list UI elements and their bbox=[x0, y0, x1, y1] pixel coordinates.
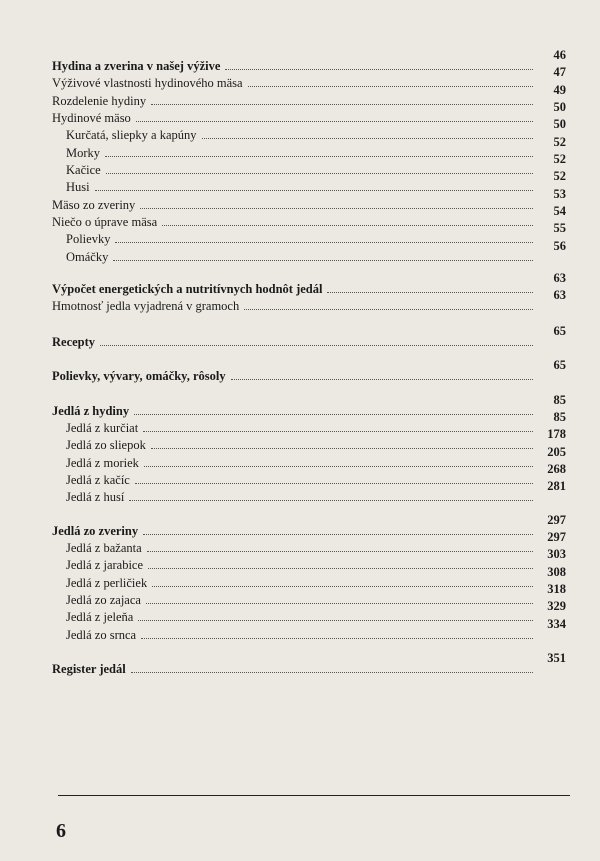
toc-entry-label: Jedlá zo sliepok bbox=[66, 438, 146, 452]
dot-leader bbox=[95, 189, 533, 191]
dot-leader bbox=[106, 172, 533, 174]
dot-leader bbox=[231, 378, 533, 380]
toc-entry-label: Hydinové mäso bbox=[52, 111, 131, 125]
toc-entry-page: 205 bbox=[547, 445, 566, 459]
toc-entry-label: Výpočet energetických a nutritívnych hodnôt jedál bbox=[52, 282, 323, 296]
toc-entry-page: 53 bbox=[553, 187, 566, 201]
dot-leader bbox=[327, 291, 533, 293]
toc-entry-label: Jedlá z moriek bbox=[66, 456, 139, 470]
dot-leader bbox=[115, 241, 533, 243]
toc-entry bbox=[52, 393, 566, 418]
dot-leader bbox=[113, 259, 533, 261]
toc-entry-label: Omáčky bbox=[66, 250, 109, 264]
toc-entry-label: Jedlá z kačíc bbox=[66, 473, 130, 487]
toc-entry-label: Jedlá zo srnca bbox=[66, 628, 137, 642]
toc-entry-label: Polievky, vývary, omáčky, rôsoly bbox=[52, 369, 226, 383]
toc-entry-page: 334 bbox=[547, 617, 566, 631]
toc-entry-page: 65 bbox=[553, 358, 566, 372]
toc-entry-page: 65 bbox=[553, 324, 566, 338]
toc-entry-page: 46 bbox=[553, 48, 566, 62]
toc-entry-page: 56 bbox=[553, 239, 566, 253]
dot-leader bbox=[143, 430, 533, 432]
toc-entry-label: Register jedál bbox=[52, 662, 126, 676]
dot-leader bbox=[146, 602, 533, 604]
toc-entry-page: 52 bbox=[553, 152, 566, 166]
toc-entry-page: 329 bbox=[547, 599, 566, 613]
dot-leader bbox=[134, 413, 533, 415]
dot-leader bbox=[151, 103, 533, 105]
dot-leader bbox=[129, 499, 533, 501]
toc-entry-label: Morky bbox=[66, 146, 101, 160]
toc-entry-label: Jedlá z perličiek bbox=[66, 576, 148, 590]
dot-leader bbox=[144, 465, 533, 467]
toc-entry-label: Jedlá z hydiny bbox=[52, 404, 130, 418]
toc-entry bbox=[52, 651, 566, 676]
toc-entry-page: 281 bbox=[547, 479, 566, 493]
toc-entry-page: 351 bbox=[547, 651, 566, 665]
toc-entry-page: 63 bbox=[553, 271, 566, 285]
toc-entry-page: 303 bbox=[547, 547, 566, 561]
toc-entry-page: 50 bbox=[553, 117, 566, 131]
toc-entry-label: Jedlá z jeleňa bbox=[66, 610, 134, 624]
toc-entry-page: 54 bbox=[553, 204, 566, 218]
toc-entry bbox=[52, 324, 566, 349]
dot-leader bbox=[131, 671, 533, 673]
toc-entry-label: Jedlá z jarabice bbox=[66, 558, 144, 572]
toc-entry-page: 268 bbox=[547, 462, 566, 476]
toc-entry-label: Kurčatá, sliepky a kapúny bbox=[66, 128, 197, 142]
toc-entry-label: Kačice bbox=[66, 163, 101, 177]
footer-rule bbox=[58, 795, 570, 796]
toc-entry-page: 318 bbox=[547, 582, 566, 596]
dot-leader bbox=[248, 85, 533, 87]
toc-entry-page: 47 bbox=[553, 65, 566, 79]
toc-entry-label: Hydina a zverina v našej výžive bbox=[52, 59, 221, 73]
dot-leader bbox=[147, 550, 533, 552]
dot-leader bbox=[225, 68, 533, 70]
toc-entry-page: 85 bbox=[553, 410, 566, 424]
dot-leader bbox=[148, 567, 533, 569]
toc-entry-label: Polievky bbox=[66, 232, 111, 246]
dot-leader bbox=[140, 207, 533, 209]
toc-entry-page: 63 bbox=[553, 288, 566, 302]
toc-entry-label: Výživové vlastnosti hydinového mäsa bbox=[52, 76, 243, 90]
toc-entry-page: 297 bbox=[547, 513, 566, 527]
dot-leader bbox=[202, 137, 533, 139]
dot-leader bbox=[143, 533, 533, 535]
toc-entry-page: 297 bbox=[547, 530, 566, 544]
toc-entry-label: Jedlá zo zajaca bbox=[66, 593, 141, 607]
page-number: 6 bbox=[56, 820, 66, 842]
toc-entry-page: 308 bbox=[547, 565, 566, 579]
dot-leader bbox=[138, 619, 533, 621]
toc-entry-label: Recepty bbox=[52, 335, 96, 349]
dot-leader bbox=[162, 224, 533, 226]
toc-entry-label: Mäso zo zveriny bbox=[52, 198, 136, 212]
toc-entry-page: 49 bbox=[553, 83, 566, 97]
toc-entry-label: Niečo o úprave mäsa bbox=[52, 215, 158, 229]
dot-leader bbox=[152, 585, 533, 587]
toc-entry-label: Rozdelenie hydiny bbox=[52, 94, 147, 108]
dot-leader bbox=[136, 120, 533, 122]
dot-leader bbox=[141, 637, 533, 639]
toc-entry-label: Jedlá z kurčiat bbox=[66, 421, 139, 435]
dot-leader bbox=[244, 308, 533, 310]
dot-leader bbox=[135, 482, 533, 484]
toc-entry-label: Husi bbox=[66, 180, 90, 194]
toc-entry-page: 50 bbox=[553, 100, 566, 114]
toc-entry-page: 178 bbox=[547, 427, 566, 441]
toc-entry-page: 85 bbox=[553, 393, 566, 407]
toc-entry bbox=[52, 358, 566, 383]
toc-entry-page: 52 bbox=[553, 135, 566, 149]
toc-entry-label: Hmotnosť jedla vyjadrená v gramoch bbox=[52, 299, 240, 313]
toc-entry-page: 52 bbox=[553, 169, 566, 183]
toc-entry bbox=[52, 513, 566, 538]
dot-leader bbox=[100, 344, 533, 346]
toc-entry-label: Jedlá zo zveriny bbox=[52, 524, 139, 538]
toc-entry bbox=[52, 48, 566, 73]
toc-entry-page: 55 bbox=[553, 221, 566, 235]
toc-entry-label: Jedlá z husí bbox=[66, 490, 125, 504]
dot-leader bbox=[151, 447, 533, 449]
toc-entry bbox=[52, 271, 566, 296]
dot-leader bbox=[105, 155, 533, 157]
toc-entry-label: Jedlá z bažanta bbox=[66, 541, 142, 555]
